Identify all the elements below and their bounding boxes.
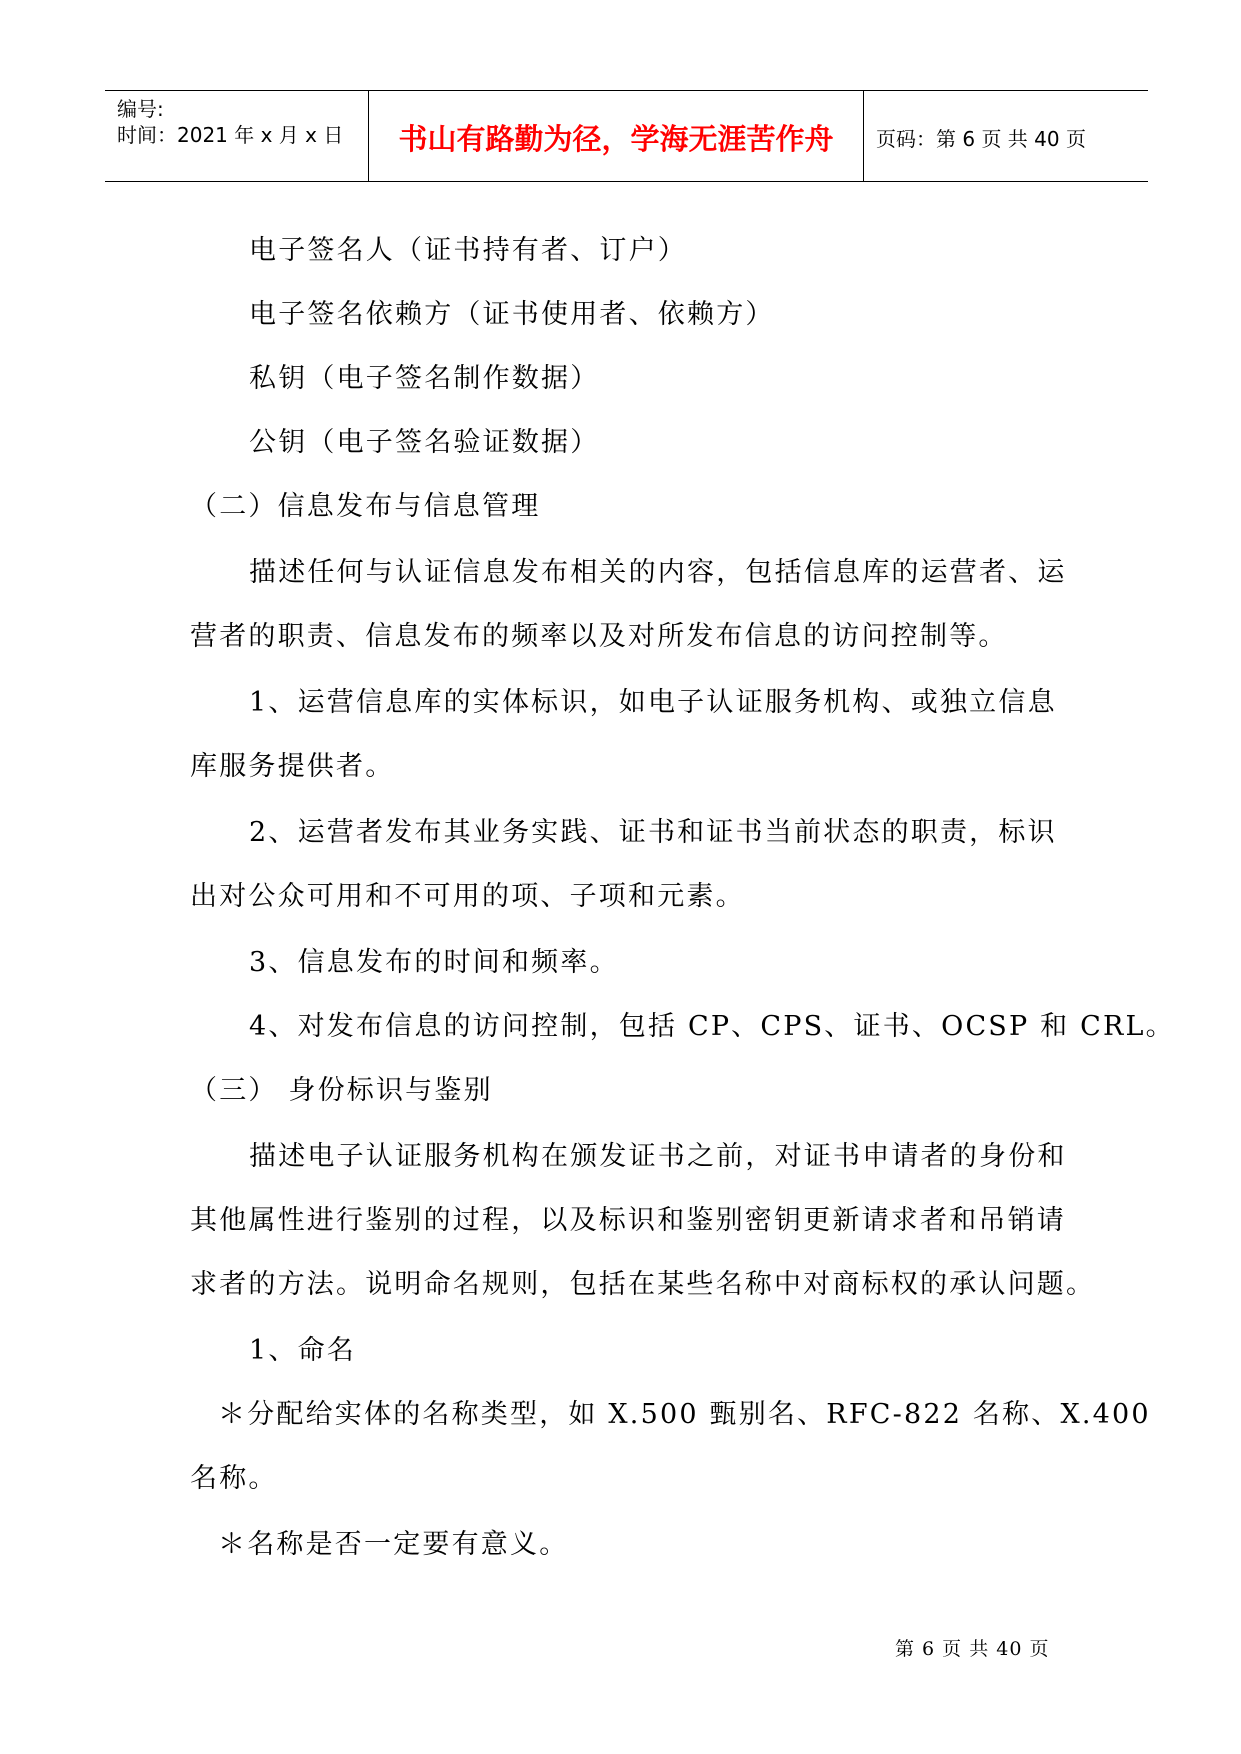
document-number-label: 编号: <box>117 97 164 121</box>
section-heading: （二）信息发布与信息管理 <box>190 491 541 522</box>
page-header <box>105 90 1148 182</box>
text-line: 1、命名 <box>249 1335 356 1366</box>
text-line: 电子签名依赖方（证书使用者、依赖方） <box>249 299 775 330</box>
text-line: 电子签名人（证书持有者、订户） <box>249 235 687 266</box>
text-line: 4、对发布信息的访问控制，包括 CP、CPS、证书、OCSP 和 CRL。 <box>249 1011 1175 1042</box>
header-middle-cell <box>369 91 864 181</box>
header-right-cell <box>864 91 1148 181</box>
text-line: 私钥（电子签名制作数据） <box>249 363 600 394</box>
text-line: 名称。 <box>190 1463 278 1494</box>
text-line: 求者的方法。说明命名规则，包括在某些名称中对商标权的承认问题。 <box>190 1269 1096 1300</box>
text-line: 1、运营信息库的实体标识，如电子认证服务机构、或独立信息 <box>249 687 1057 718</box>
header-motto: 书山有路勤为径，学海无涯苦作舟 <box>398 122 834 156</box>
text-line: 2、运营者发布其业务实践、证书和证书当前状态的职责，标识 <box>249 817 1057 848</box>
text-line: 描述任何与认证信息发布相关的内容，包括信息库的运营者、运 <box>249 557 1067 588</box>
text-line: 库服务提供者。 <box>190 751 395 782</box>
header-page-info: 页码：第 6 页 共 40 页 <box>876 127 1086 151</box>
text-line: 公钥（电子签名验证数据） <box>249 427 600 458</box>
text-line: 出对公众可用和不可用的项、子项和元素。 <box>190 881 745 912</box>
text-line: ＊分配给实体的名称类型，如 X.500 甄别名、RFC-822 名称、X.400 <box>218 1399 1151 1430</box>
text-line: 3、信息发布的时间和频率。 <box>249 947 619 978</box>
page-footer: 第 6 页 共 40 页 <box>895 1638 1050 1660</box>
text-line: 其他属性进行鉴别的过程，以及标识和鉴别密钥更新请求者和吊销请 <box>190 1205 1066 1236</box>
header-left-cell <box>105 91 369 181</box>
text-line: ＊名称是否一定要有意义。 <box>218 1529 569 1560</box>
section-heading: （三） 身份标识与鉴别 <box>190 1075 493 1106</box>
document-time-label: 时间：2021 年 x 月 x 日 <box>117 123 344 147</box>
text-line: 营者的职责、信息发布的频率以及对所发布信息的访问控制等。 <box>190 621 1008 652</box>
text-line: 描述电子认证服务机构在颁发证书之前，对证书申请者的身份和 <box>249 1141 1067 1172</box>
